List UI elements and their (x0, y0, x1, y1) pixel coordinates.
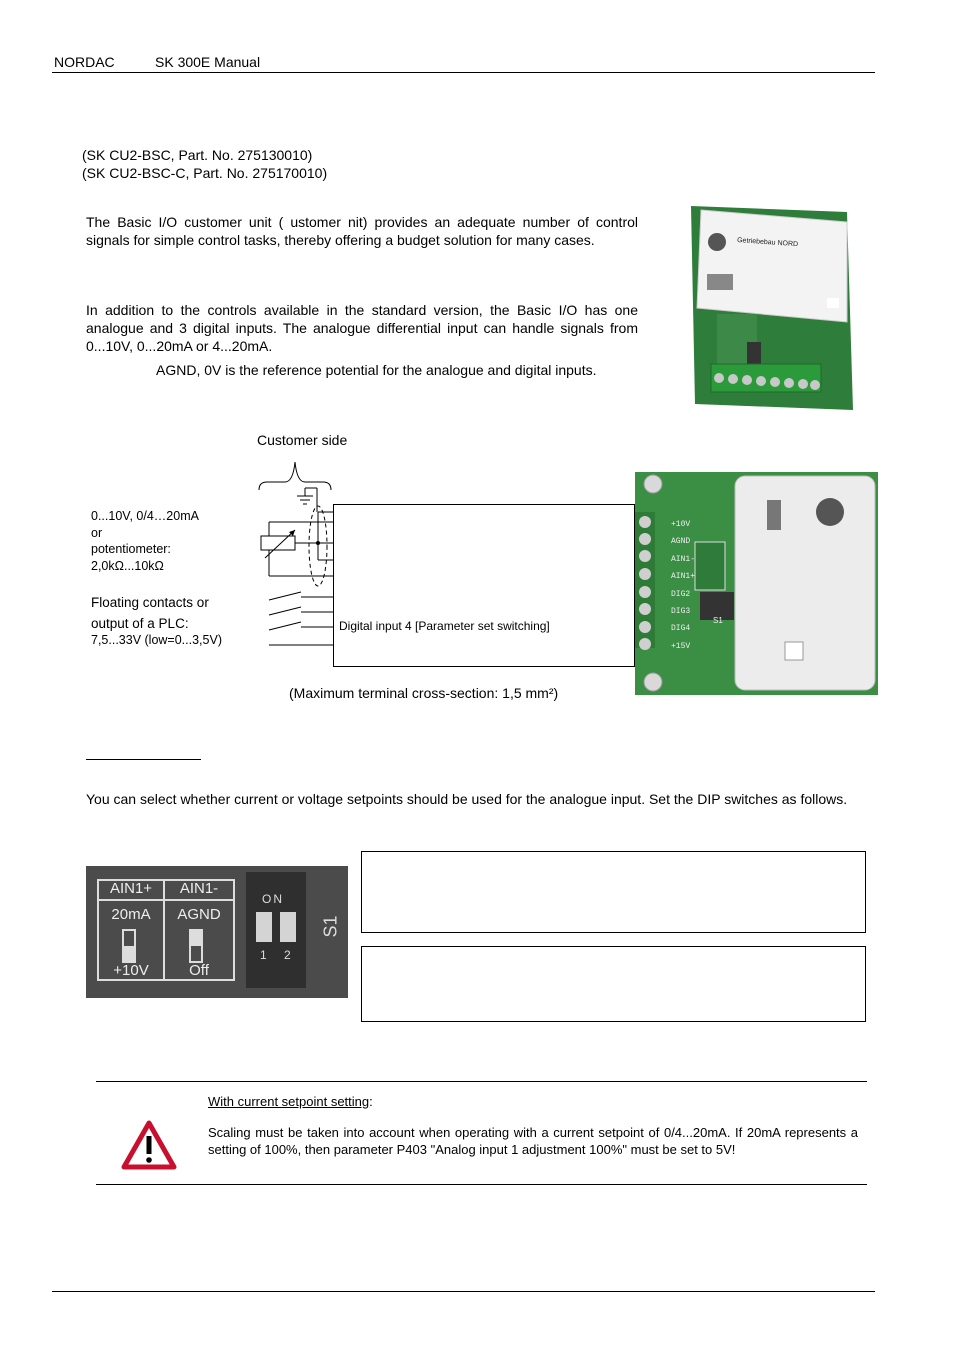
dip-s1-label: S1 (320, 915, 341, 938)
analog-input-pot: potentiometer: (91, 542, 171, 556)
reference-note: AGND, 0V is the reference potential for the analogue and digital inputs. (156, 362, 597, 378)
terminal-function-box (333, 504, 635, 667)
warning-top-rule (96, 1081, 867, 1082)
analog-input-or: or (91, 526, 103, 540)
voltage-setting-box (361, 946, 866, 1022)
warning-title: With current setpoint setting (208, 1094, 370, 1109)
module-terminal-photo (635, 472, 878, 695)
header-rule (52, 72, 875, 73)
customer-side-label: Customer side (257, 432, 348, 448)
warning-body: Scaling must be taken into account when operating with a current setpoint of 0/4...20mA. If 20mA represents a setting of 100%, then parameter P403 "Analog input 1 adjustment 100%" must be set to 5V! (208, 1125, 858, 1157)
dip-col2-on: AGND (177, 906, 221, 923)
analog-input-range: 0...10V, 0/4…20mA (91, 509, 199, 523)
part-number-2: (SK CU2-BSC-C, Part. No. 275170010) (82, 165, 328, 181)
section-heading-underline (86, 759, 201, 760)
terminal-label: AIN1+ (671, 572, 696, 582)
terminal-label: AGND (671, 537, 691, 547)
terminal-label: DIG2 (671, 589, 691, 599)
dip-col2-top: AIN1- (179, 880, 219, 897)
dip-on-label: ON (262, 892, 284, 906)
footer-rule (52, 1291, 875, 1292)
current-setting-box (361, 851, 866, 933)
dip-col1-on: 20mA (111, 906, 151, 923)
warning-bottom-rule (96, 1184, 867, 1185)
header-brand: NORDAC (54, 54, 115, 70)
warning-title-colon: : (369, 1094, 373, 1109)
terminal-cross-section: (Maximum terminal cross-section: 1,5 mm²) (289, 685, 559, 701)
dip-switch-photo (86, 866, 348, 998)
terminal-label: +15V (671, 641, 691, 651)
wiring-diagram (255, 450, 337, 650)
dip-col1-top: AIN1+ (109, 880, 153, 897)
dip-switch-2-label: 2 (284, 948, 291, 962)
digital-input-4-label: Digital input 4 [Parameter set switching] (339, 619, 550, 633)
dip-col1-off: +10V (113, 962, 149, 979)
module-brand-text: Getriebebau NORD (736, 237, 799, 249)
intro-paragraph-1: The Basic I/O customer unit ( ustomer nit) provides an adequate number of control signals for simple control tasks, thereby offering a budget solution for many cases. (86, 214, 638, 248)
intro-paragraph-2: In addition to the controls available in the standard version, the Basic I/O has one analogue and 3 digital inputs. The analogue differential input can handle signals from 0...10V, 0...20mA or 4...20mA. (86, 302, 638, 354)
terminal-label: DIG4 (671, 624, 691, 634)
terminal-label: AIN1- (671, 554, 696, 564)
digital-input-desc-1: Floating contacts or (91, 595, 209, 610)
basic-io-module-photo (687, 204, 855, 412)
digital-input-desc-3: 7,5...33V (low=0...3,5V) (91, 633, 222, 647)
dip-intro-text: You can select whether current or voltage setpoints should be used for the analogue input. Set the DIP switches as follows. (86, 791, 848, 807)
warning-icon (121, 1119, 177, 1171)
header-title: SK 300E Manual (155, 54, 261, 70)
terminal-label: +10V (671, 520, 691, 529)
dip-col2-off: Off (189, 962, 209, 979)
switch-label: S1 (713, 616, 723, 625)
terminal-label: DIG3 (671, 607, 691, 617)
digital-input-desc-2: output of a PLC: (91, 616, 189, 631)
part-number-1: (SK CU2-BSC, Part. No. 275130010) (82, 147, 313, 163)
dip-switch-1-label: 1 (260, 948, 267, 962)
analog-input-resistance: 2,0kΩ...10kΩ (91, 559, 164, 573)
